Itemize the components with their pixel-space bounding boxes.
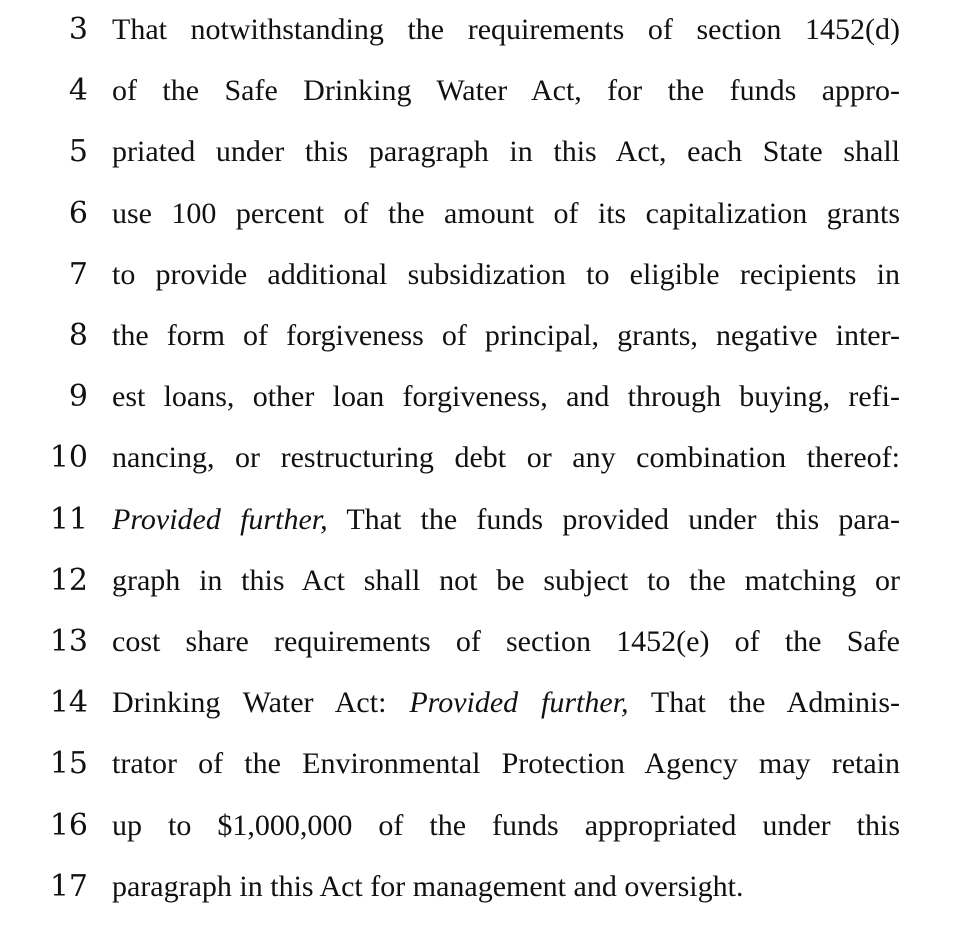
line-text [112, 806, 900, 846]
document-line [0, 438, 980, 478]
line-text [112, 255, 900, 295]
line-text [112, 561, 900, 601]
document-line [0, 622, 980, 662]
document-line [0, 316, 980, 356]
line-text [112, 500, 900, 540]
line-text [112, 744, 900, 784]
line-number: 3 [68, 12, 88, 47]
text-segment: graph in this Act shall not be subject to the matching or [112, 563, 900, 597]
document-line [0, 377, 980, 417]
line-number: 5 [68, 134, 88, 170]
document-line [0, 500, 980, 540]
document-line [0, 806, 980, 846]
text-segment: priated under this paragraph in this Act, each State shall [112, 135, 900, 169]
line-text [112, 683, 900, 723]
document-line [0, 561, 980, 601]
text-segment: use 100 percent of the amount of its capitalization grants [112, 196, 900, 230]
text-segment: est loans, other loan forgiveness, and through buying, refi- [112, 380, 900, 414]
line-text [112, 10, 900, 50]
line-number: 14 [49, 685, 88, 721]
line-number: 7 [68, 256, 88, 292]
text-segment: trator of the Environmental Protection Agency may retain [112, 747, 900, 781]
line-text [112, 194, 900, 234]
text-segment: to provide additional subsidization to eligible recipients in [112, 257, 900, 291]
line-text [112, 316, 900, 356]
italic-phrase: Provided further, [409, 686, 629, 720]
document-line [0, 194, 980, 234]
line-number: 11 [49, 501, 88, 537]
document-line [0, 683, 980, 723]
line-text [112, 438, 900, 478]
line-text [112, 71, 900, 111]
line-text [112, 132, 900, 172]
line-number: 8 [68, 318, 88, 353]
text-segment: That the funds provided under this para- [327, 502, 900, 536]
line-number: 6 [68, 195, 88, 231]
text-segment: of the Safe Drinking Water Act, for the funds appro- [112, 74, 900, 108]
line-text [112, 867, 900, 907]
text-segment: That the Adminis- [628, 686, 900, 720]
line-number: 15 [49, 746, 88, 782]
document-line [0, 744, 980, 784]
document-line [0, 132, 980, 172]
document-line [0, 71, 980, 111]
text-segment: nancing, or restructuring debt or any combination thereof: [112, 441, 900, 475]
line-text [112, 622, 900, 662]
text-segment: up to $1,000,000 of the funds appropriated under this [112, 808, 900, 842]
line-number: 9 [68, 379, 88, 415]
text-segment: paragraph in this Act for management and oversight. [112, 869, 744, 903]
line-number: 4 [68, 73, 88, 109]
document-line [0, 867, 980, 907]
text-segment: cost share requirements of section 1452(e) of the Safe [112, 625, 900, 658]
line-number: 13 [49, 624, 88, 659]
line-text [112, 377, 900, 417]
line-number: 10 [49, 440, 88, 476]
line-number: 12 [49, 562, 88, 598]
document-line [0, 255, 980, 295]
italic-phrase: Provided further, [112, 502, 328, 536]
text-segment: That notwithstanding the requirements of section 1452(d) [112, 13, 900, 46]
line-number: 17 [49, 868, 88, 904]
document-line [0, 10, 980, 50]
text-segment: Drinking Water Act: [112, 686, 410, 720]
text-segment: the form of forgiveness of principal, grants, negative inter- [112, 319, 900, 352]
line-number: 16 [49, 807, 88, 843]
